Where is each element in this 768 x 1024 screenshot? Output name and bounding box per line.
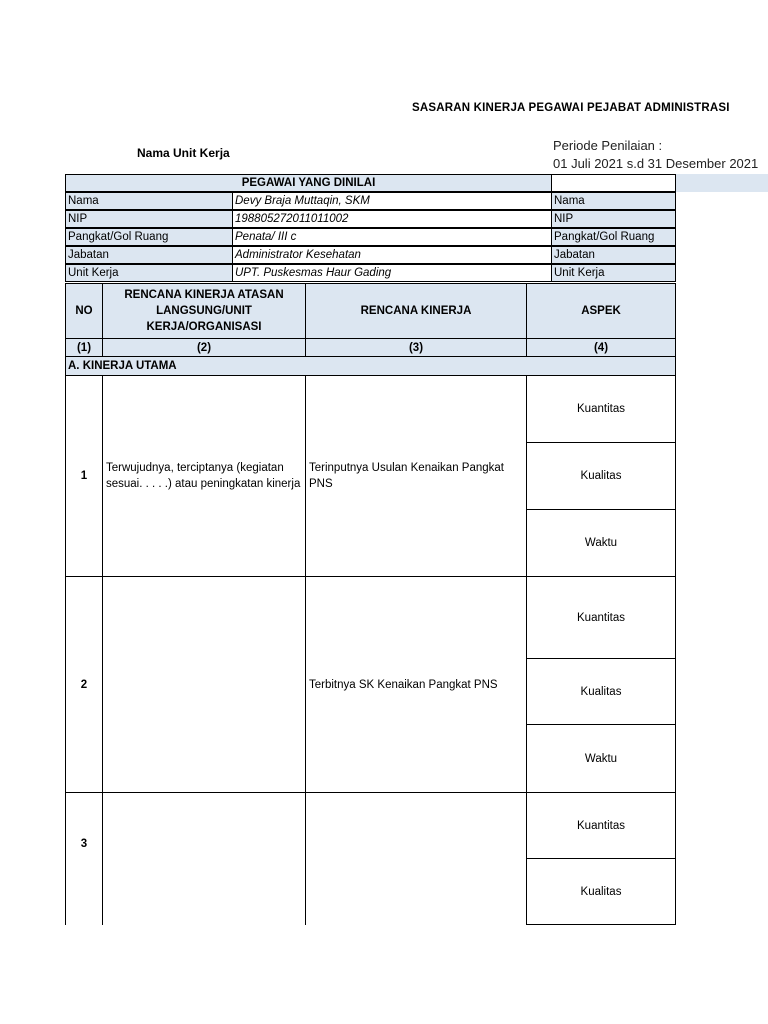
- periode-value: 01 Juli 2021 s.d 31 Desember 2021: [553, 156, 759, 171]
- row-2-no: 2: [65, 576, 103, 793]
- row-2-aspek-kualitas: Kualitas: [526, 658, 676, 725]
- row-2-rencana: Terbitnya SK Kenaikan Pangkat PNS: [305, 576, 527, 793]
- unit-kerja-label: Nama Unit Kerja: [137, 146, 230, 160]
- field-label-unit-kerja: Unit Kerja: [65, 264, 233, 282]
- field-value-pangkat: Penata/ III c: [232, 228, 552, 246]
- row-1-rencana: Terinputnya Usulan Kenaikan Pangkat PNS: [305, 375, 527, 577]
- row-3-aspek-kualitas: Kualitas: [526, 858, 676, 925]
- field-label-nip: NIP: [65, 210, 233, 228]
- right-label-nip: NIP: [551, 210, 676, 228]
- sheet-overflow-fill: [676, 174, 768, 192]
- right-label-nama: Nama: [551, 192, 676, 210]
- col-header-rencana: RENCANA KINERJA: [305, 283, 527, 339]
- field-label-pangkat: Pangkat/Gol Ruang: [65, 228, 233, 246]
- col-number-3: (3): [305, 338, 527, 357]
- row-1-no: 1: [65, 375, 103, 577]
- row-2-aspek-waktu: Waktu: [526, 724, 676, 793]
- row-1-aspek-waktu: Waktu: [526, 509, 676, 577]
- section-kinerja-utama: A. KINERJA UTAMA: [65, 356, 676, 376]
- periode-block: [553, 137, 759, 173]
- field-label-nama: Nama: [65, 192, 233, 210]
- page-bottom-margin: [0, 925, 768, 1024]
- pegawai-right-header: [551, 174, 676, 192]
- col-number-4: (4): [526, 338, 676, 357]
- periode-label: Periode Penilaian :: [553, 138, 663, 153]
- field-value-jabatan: Administrator Kesehatan: [232, 246, 552, 264]
- page-title: SASARAN KINERJA PEGAWAI PEJABAT ADMINISTRASI: [412, 102, 730, 114]
- pegawai-section-title: PEGAWAI YANG DINILAI: [65, 174, 552, 192]
- col-header-aspek: ASPEK: [526, 283, 676, 339]
- right-label-unit-kerja: Unit Kerja: [551, 264, 676, 282]
- row-2-aspek-kuantitas: Kuantitas: [526, 576, 676, 659]
- col-number-1: (1): [65, 338, 103, 357]
- row-1-aspek-kualitas: Kualitas: [526, 442, 676, 510]
- right-label-pangkat: Pangkat/Gol Ruang: [551, 228, 676, 246]
- row-1-aspek-kuantitas: Kuantitas: [526, 375, 676, 443]
- col-header-atasan: RENCANA KINERJA ATASAN LANGSUNG/UNIT KERJA/ORGANISASI: [102, 283, 306, 339]
- row-1-atasan: Terwujudnya, terciptanya (kegiatan sesuai. . . . .) atau peningkatan kinerja: [102, 375, 306, 577]
- col-header-no: NO: [65, 283, 103, 339]
- right-label-jabatan: Jabatan: [551, 246, 676, 264]
- row-3-aspek-kuantitas: Kuantitas: [526, 792, 676, 859]
- row-2-atasan: [102, 576, 306, 793]
- field-value-nama: Devy Braja Muttaqin, SKM: [232, 192, 552, 210]
- col-number-2: (2): [102, 338, 306, 357]
- row-3-no: 3: [65, 792, 103, 986]
- field-label-jabatan: Jabatan: [65, 246, 233, 264]
- field-value-nip: 198805272011011002: [232, 210, 552, 228]
- field-value-unit-kerja: UPT. Puskesmas Haur Gading: [232, 264, 552, 282]
